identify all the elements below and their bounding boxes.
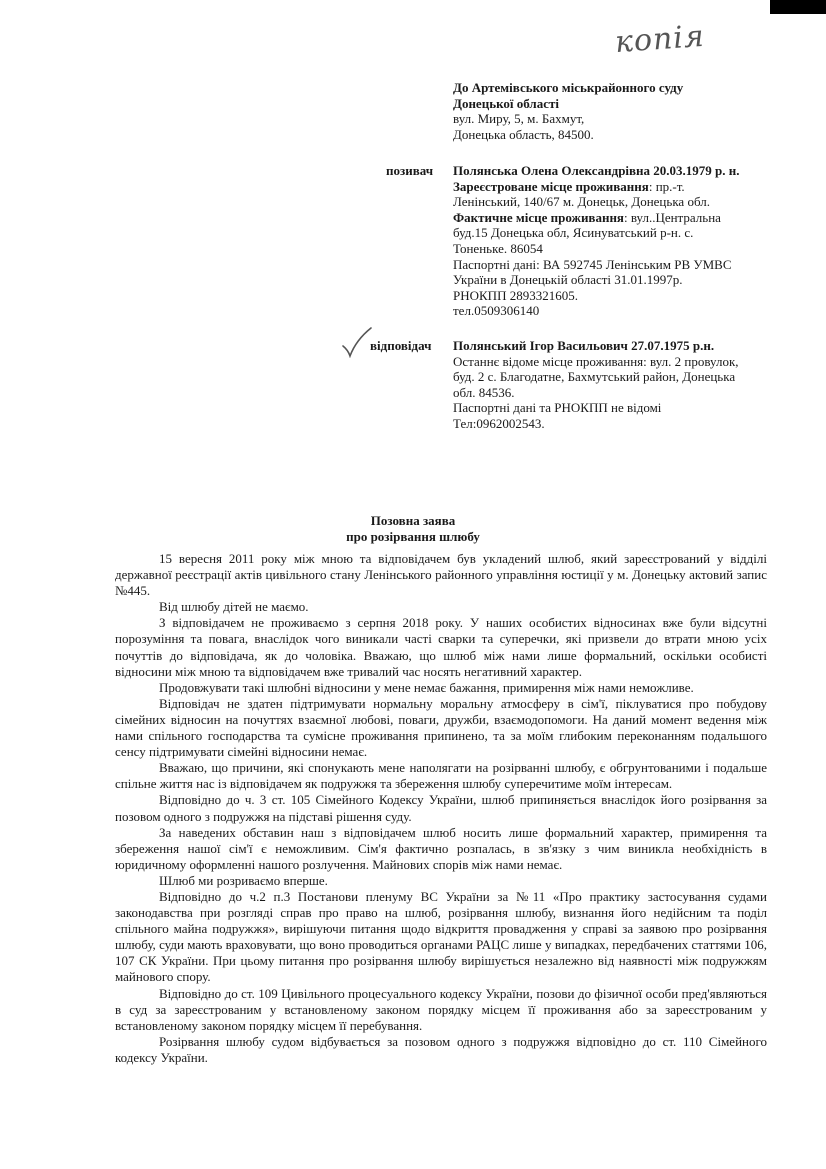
claim-body bbox=[115, 551, 767, 1066]
body-paragraph: Вважаю, що причини, які спонукають мене наполягати на розірванні шлюбу, є обгрунтованими і подальше спільне життя нас із відповідачем як подружжя та збереження шлюбу суперечитиме моїм інтересам. bbox=[115, 760, 767, 792]
body-paragraph: Відповідно до ч. 3 ст. 105 Сімейного Кодексу України, шлюб припиняється внаслідок його розірвання за позовом одного з подружжя на підставі рішення суду. bbox=[115, 792, 767, 824]
actual-address-value: : вул..Центральна bbox=[623, 209, 721, 225]
plaintiff-label: позивач bbox=[386, 163, 434, 178]
plaintiff-passport-line2: України в Донецькій області 31.01.1997р. bbox=[453, 272, 683, 288]
plaintiff-registered-address bbox=[453, 179, 793, 195]
body-paragraph: Продовжувати такі шлюбні відносини у мене немає бажання, примирення між нами неможливе. bbox=[159, 679, 694, 695]
court-region: Донецької області bbox=[453, 95, 559, 111]
title-line1: Позовна заява bbox=[370, 513, 456, 528]
checkmark-icon bbox=[340, 326, 372, 358]
plaintiff-passport-line1: Паспортні дані: ВА 592745 Ленінським РВ УМВС bbox=[453, 256, 732, 272]
document-title bbox=[0, 513, 826, 545]
defendant-phone: Тел:0962002543. bbox=[453, 415, 545, 431]
plaintiff-actual-address-line3: Тоненьке. 86054 bbox=[453, 240, 543, 256]
registered-address-label: Зареєстроване місце проживання bbox=[453, 178, 649, 194]
court-addressee bbox=[453, 80, 783, 142]
copy-handwritten-stamp: копія bbox=[613, 18, 706, 61]
court-name: До Артемівського міськрайонного суду bbox=[453, 80, 684, 95]
plaintiff-tax-id: РНОКПП 2893321605. bbox=[453, 287, 578, 303]
body-paragraph: Відповідно до ч.2 п.3 Постанови пленуму ВС України за №11 «Про практику застосування судами законодавства при розгляді справ про право на шлюб, розірвання шлюбу, визнання його недійсним та поділ спільного майна подружжя», вирішуючи питання щодо відкриття провадження у справі за заявою про розірвання шлюбу, суди мають враховувати, що воно проводиться органами РАЦС лише у випадках, передбачених статтями 106, 107 СК України. При цьому питання про розірвання шлюбу вирішується незалежно від наявності між подружжям майнового спору. bbox=[115, 888, 767, 985]
court-city: Донецька область, 84500. bbox=[453, 126, 594, 142]
actual-address-label: Фактичне місце проживання bbox=[453, 209, 624, 225]
plaintiff-registered-address-line2: Ленінський, 140/67 м. Донецьк, Донецька обл. bbox=[453, 194, 710, 210]
plaintiff-details bbox=[453, 163, 793, 319]
defendant-address-line3: обл. 84536. bbox=[453, 384, 515, 400]
body-paragraph: 15 вересня 2011 року між мною та відповідачем був укладений шлюб, який зареєстрований у відділі державної реєстрації актів цивільного стану Ленінського районного управління юстиції у м. Донецьку актовий запис №445. bbox=[115, 551, 767, 599]
defendant-label: відповідач bbox=[370, 338, 432, 353]
body-paragraph: Розірвання шлюбу судом відбувається за позовом одного з подружжя відповідно до ст. 110 Сімейного кодексу України. bbox=[115, 1033, 767, 1065]
body-paragraph: За наведених обставин наш з відповідачем шлюб носить лише формальний характер, примирення та збереження нашої сім'ї є неможливим. Сім'я фактично розпалась, в зв'язку з чим виникла необхідність в юридичному оформленні нашого розлучення. Майнових спорів між нами немає. bbox=[115, 824, 767, 872]
body-paragraph: Від шлюбу дітей не маємо. bbox=[159, 599, 309, 615]
body-paragraph: Відповідно до ст. 109 Цивільного процесуального кодексу України, позови до фізичної особи пред'являються в суд за зареєстрованим у встановленому законом порядку місцем її проживання або за зареєстрованим у встановленому законом порядку місцем її перебування. bbox=[115, 985, 767, 1033]
court-street: вул. Миру, 5, м. Бахмут, bbox=[453, 111, 585, 127]
plaintiff-phone: тел.0509306140 bbox=[453, 303, 540, 319]
plaintiff-actual-address bbox=[453, 210, 793, 226]
plaintiff-actual-address-line2: буд.15 Донецька обл, Ясинуватський р-н. с. bbox=[453, 225, 694, 241]
registered-address-value: : пр.-т. bbox=[648, 178, 685, 194]
body-paragraph: Відповідач не здатен підтримувати нормальну моральну атмосферу в сім'ї, піклуватися про побудову сімейних відносин на почуттях взаємної любові, поваги, дружби, взаємодопомоги. На даний момент ведення між нами спільного господарства та сумісне проживання припинено, та за моїм глибоким переконанням подальшого сенсу підтримувати сімейні відносини немає. bbox=[115, 695, 767, 760]
defendant-address-line1: Останнє відоме місце проживання: вул. 2 провулок, bbox=[453, 353, 739, 369]
body-paragraph: З відповідачем не проживаємо з серпня 2018 року. У наших особистих відносинах вже були відсутні порозуміння та повага, внаслідок чого виникали часті сварки та суперечки, які призвели до втрати мною усіх почуттів до відповідача, як до чоловіка. Вважаю, що шлюб між нами лише формальний, оскільки особисті відносини між мною та відповідачем вже тривалий час носять негативний характер. bbox=[115, 615, 767, 679]
defendant-name: Полянський Ігор Васильович 27.07.1975 р.н. bbox=[453, 338, 715, 353]
title-line2: про розірвання шлюбу bbox=[346, 529, 480, 544]
defendant-passport: Паспортні дані та РНОКПП не відомі bbox=[453, 400, 662, 416]
plaintiff-name: Полянська Олена Олександрівна 20.03.1979 р. н. bbox=[453, 163, 740, 178]
defendant-details bbox=[453, 338, 783, 432]
body-paragraph: Шлюб ми розриваємо вперше. bbox=[159, 872, 328, 888]
defendant-address-line2: буд. 2 с. Благодатне, Бахмутський район, Донецька bbox=[453, 369, 736, 385]
scan-corner-mark bbox=[770, 0, 826, 14]
